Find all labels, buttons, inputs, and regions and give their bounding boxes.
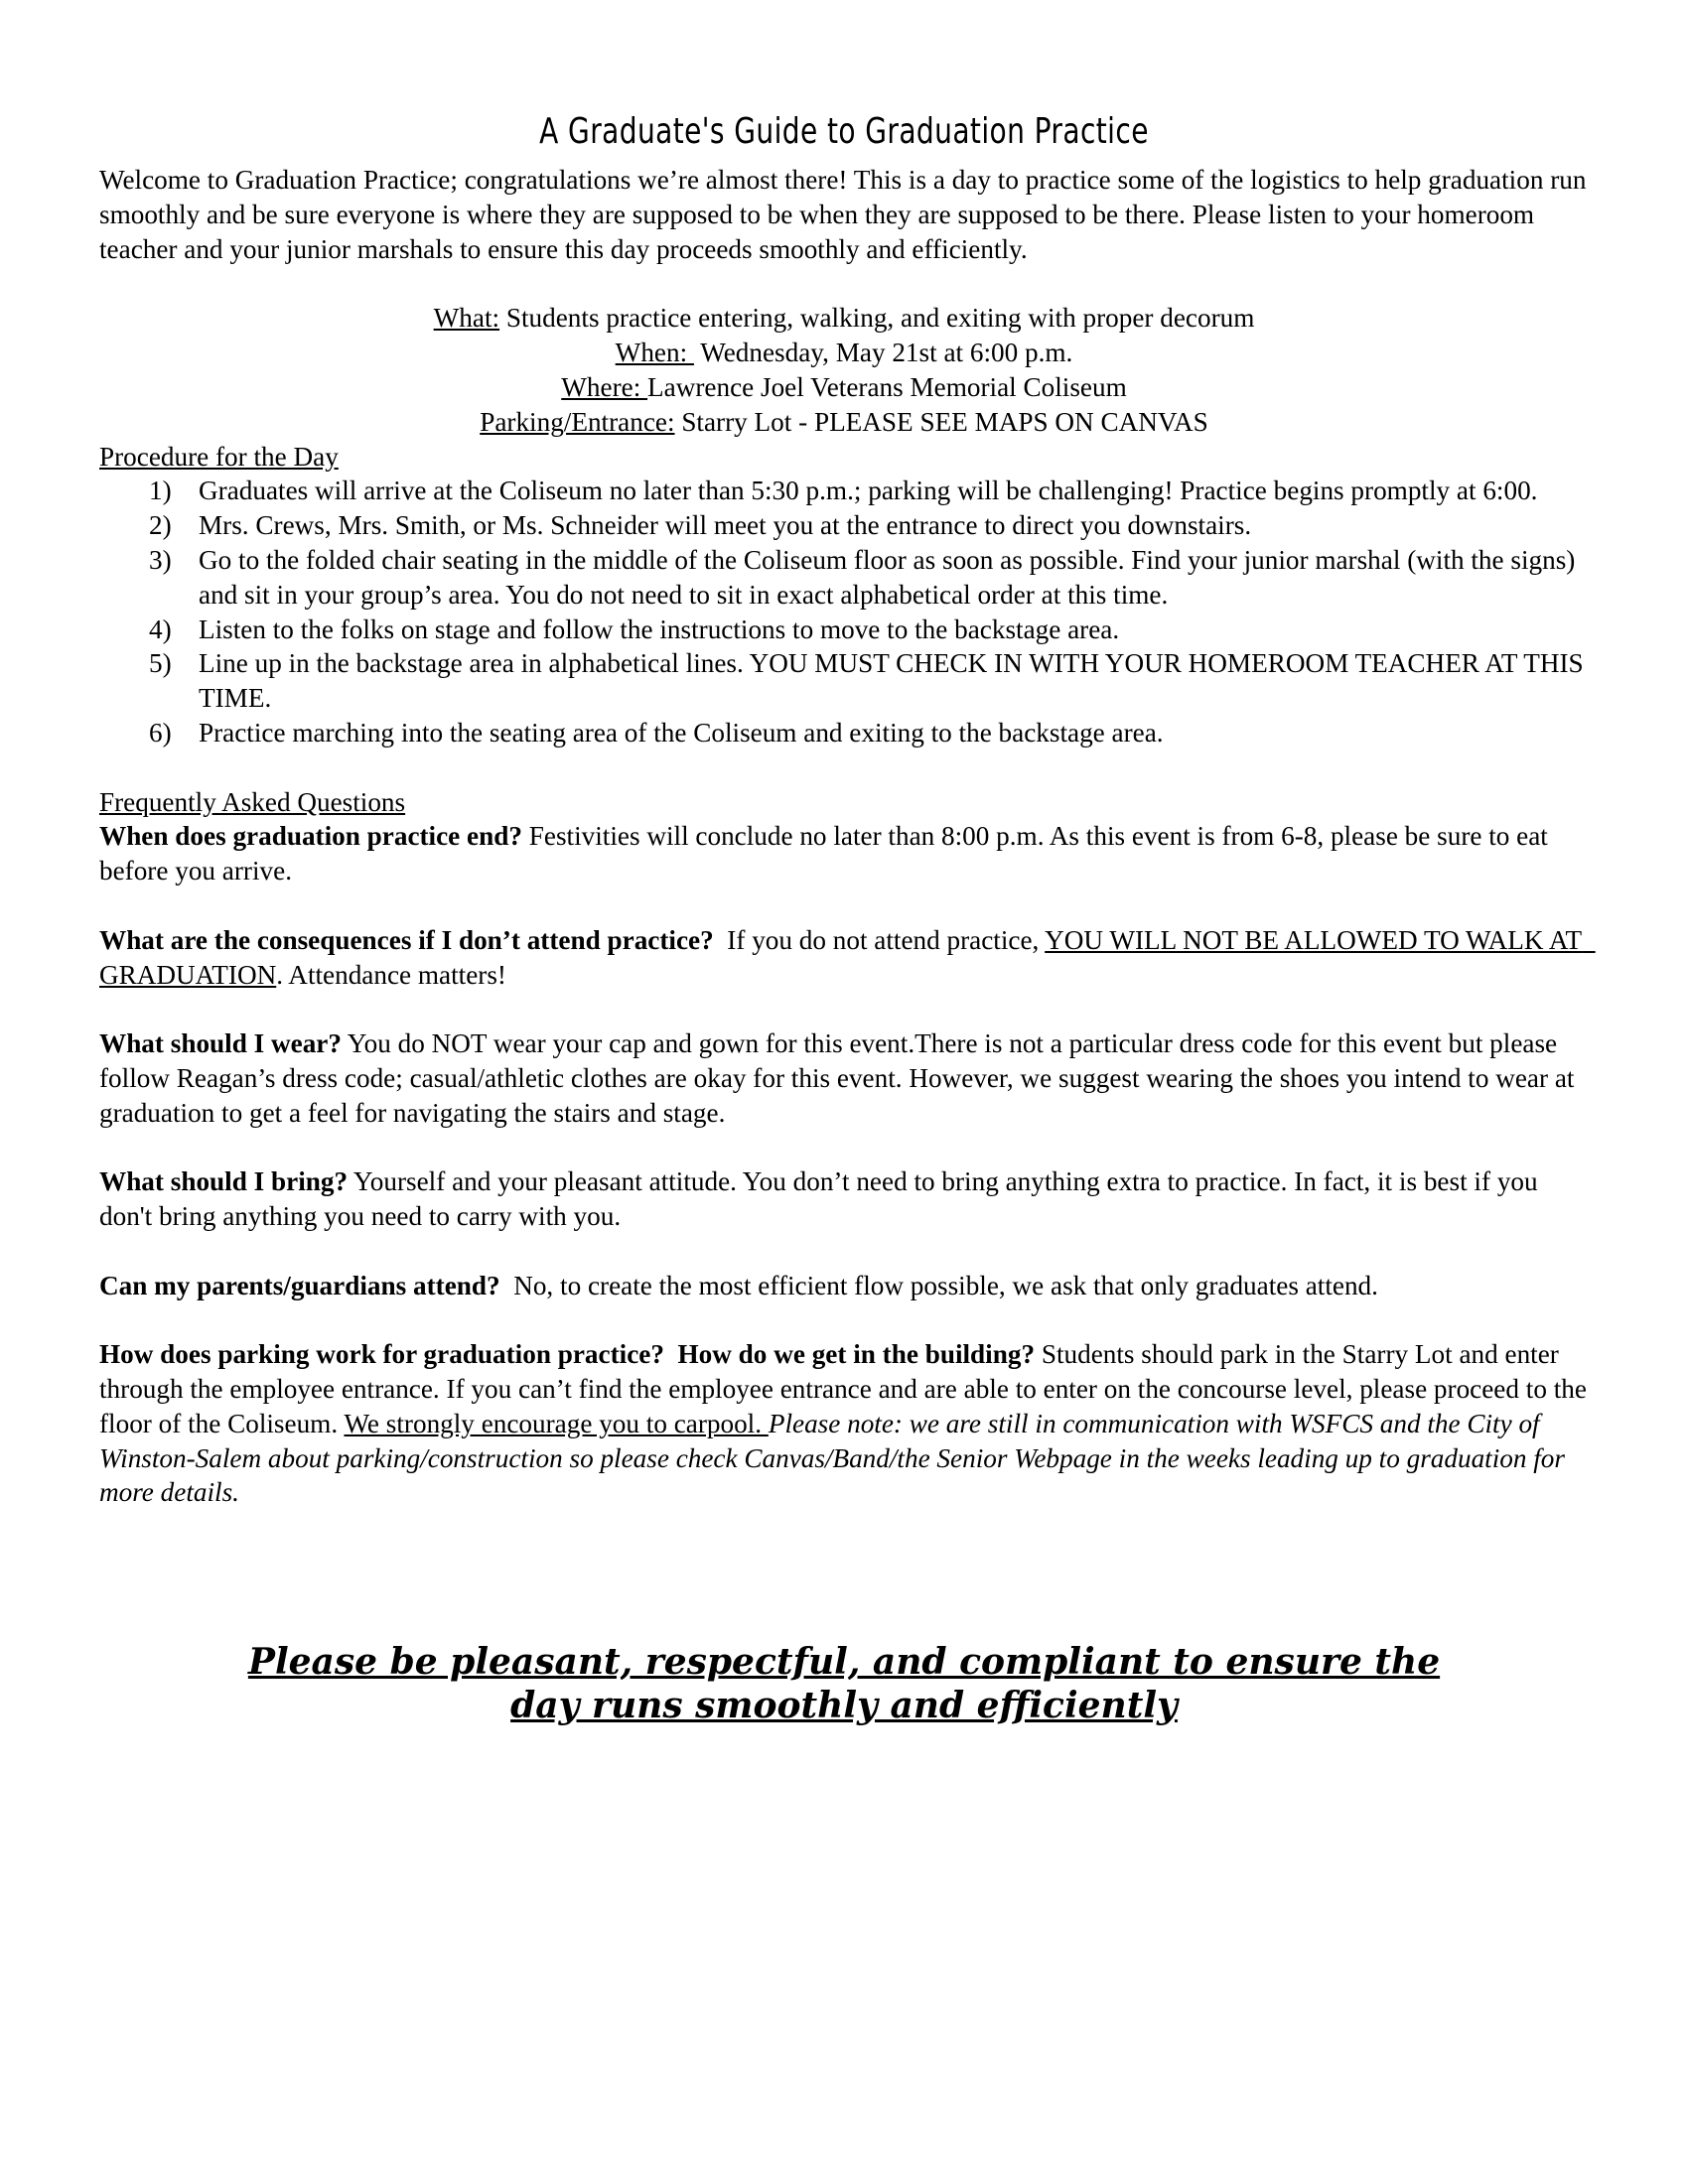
procedure-list — [99, 474, 1589, 750]
what-label: What: — [433, 303, 500, 334]
document-body — [99, 107, 1596, 1510]
list-item — [99, 474, 1589, 508]
what-value: Students practice entering, walking, and exiting with proper decorum — [499, 303, 1255, 334]
faq-item-parking — [99, 1337, 1589, 1510]
list-item — [99, 543, 1589, 613]
detail-parking — [99, 405, 1589, 440]
faq-item-wear — [99, 1026, 1589, 1130]
detail-what — [99, 301, 1589, 336]
list-item-number: 5) — [149, 648, 172, 679]
list-item — [99, 613, 1589, 647]
list-item — [99, 716, 1589, 751]
faq-answer-emphasis: YOU WILL NOT BE ALLOWED TO WALK AT GRADUATION — [99, 924, 1596, 990]
faq-item-parents — [99, 1269, 1589, 1303]
faq-question: Can my parents/guardians attend? — [99, 1270, 500, 1300]
detail-when — [99, 336, 1589, 370]
faq-answer: . Attendance matters! — [276, 959, 506, 990]
parking-label: Parking/Entrance: — [480, 406, 675, 437]
list-item-text: Go to the folded chair seating in the middle of the Coliseum floor as soon as possible. Find your junior marshal (with the signs) and sit in your group’s area. You do not need to sit in exact alphabetical order at this time. — [199, 544, 1576, 610]
faq-answer: You do NOT wear your cap and gown for this event.There is not a particular dress code for this event but please follow Reagan’s dress code; casual/athletic clothes are okay for this event. However, we suggest wearing the shoes you intend to wear at graduation to get a feel for navigating the stairs and stage. — [99, 1028, 1575, 1128]
list-item-number: 1) — [149, 476, 172, 506]
detail-where — [99, 370, 1589, 405]
faq-answer-emphasis: We strongly encourage you to carpool. — [344, 1408, 769, 1438]
when-label: When: — [615, 338, 694, 368]
faq-item-consequences — [99, 923, 1596, 993]
list-item-text: Mrs. Crews, Mrs. Smith, or Ms. Schneider will meet you at the entrance to direct you downstairs. — [199, 510, 1252, 541]
event-details — [99, 301, 1589, 439]
list-item-number: 6) — [149, 717, 172, 748]
list-item-number: 3) — [149, 544, 172, 575]
intro-paragraph: Welcome to Graduation Practice; congratulations we’re almost there! This is a day to practice some of the logistics to help graduation run smoothly and be sure everyone is where they are supposed to be when they are supposed to be there. Please listen to your homeroom teacher and your junior marshals to ensure this day proceeds smoothly and efficiently. — [99, 165, 1587, 264]
list-item-number: 4) — [149, 614, 172, 644]
when-value: Wednesday, May 21st at 6:00 p.m. — [693, 338, 1073, 368]
faq-answer: Students should park in the Starry Lot and enter through the employee entrance. If you can’t find the employee entrance and are able to enter on the concourse level, please proceed to the floor of the Coliseum. — [99, 1339, 1587, 1438]
where-label: Where: — [561, 371, 648, 402]
faq-item-bring — [99, 1164, 1589, 1234]
faq-question: When does graduation practice end? — [99, 821, 522, 852]
list-item-text: Practice marching into the seating area of the Coliseum and exiting to the backstage area. — [199, 717, 1164, 748]
closing-line-2: day runs smoothly and efficiently — [510, 1685, 1178, 1726]
faq-answer: Yourself and your pleasant attitude. You don’t need to bring anything extra to practice. In fact, it is best if you don't bring anything you need to carry with you. — [99, 1166, 1538, 1232]
faq-item-end — [99, 819, 1589, 888]
faq-heading: Frequently Asked Questions — [99, 786, 406, 817]
list-item — [99, 508, 1589, 543]
faq-question: What should I wear? — [99, 1028, 342, 1059]
parking-value: Starry Lot - PLEASE SEE MAPS ON CANVAS — [674, 406, 1208, 437]
page-title: A Graduate's Guide to Graduation Practice — [539, 111, 1149, 152]
faq-question: What should I bring? — [99, 1166, 349, 1197]
faq-list — [99, 819, 1596, 1510]
list-item — [99, 646, 1589, 716]
closing-message — [99, 1640, 1589, 1727]
procedure-heading: Procedure for the Day — [99, 441, 339, 472]
where-value: Lawrence Joel Veterans Memorial Coliseum — [647, 371, 1127, 402]
list-item-text: Graduates will arrive at the Coliseum no later than 5:30 p.m.; parking will be challenging! Practice begins promptly at 6:00. — [199, 476, 1538, 506]
faq-answer-note: Please note: we are still in communication with WSFCS and the City of Winston-Salem about parking/construction so please check Canvas/Band/the Senior Webpage in the weeks leading up to graduation for more details. — [99, 1408, 1565, 1508]
list-item-text: Listen to the folks on stage and follow the instructions to move to the backstage area. — [199, 614, 1120, 644]
list-item-number: 2) — [149, 510, 172, 541]
faq-question: What are the consequences if I don’t attend practice? — [99, 924, 714, 955]
closing-line-1: Please be pleasant, respectful, and compliant to ensure the — [247, 1641, 1441, 1683]
faq-question: How does parking work for graduation practice? How do we get in the building? — [99, 1339, 1036, 1370]
faq-answer: No, to create the most efficient flow possible, we ask that only graduates attend. — [499, 1270, 1378, 1300]
list-item-text: Line up in the backstage area in alphabetical lines. YOU MUST CHECK IN WITH YOUR HOMEROOM TEACHER AT THIS TIME. — [199, 648, 1584, 714]
faq-answer: If you do not attend practice, — [713, 924, 1046, 955]
faq-answer: Festivities will conclude no later than 8:00 p.m. As this event is from 6-8, please be sure to eat before you arrive. — [99, 821, 1548, 887]
